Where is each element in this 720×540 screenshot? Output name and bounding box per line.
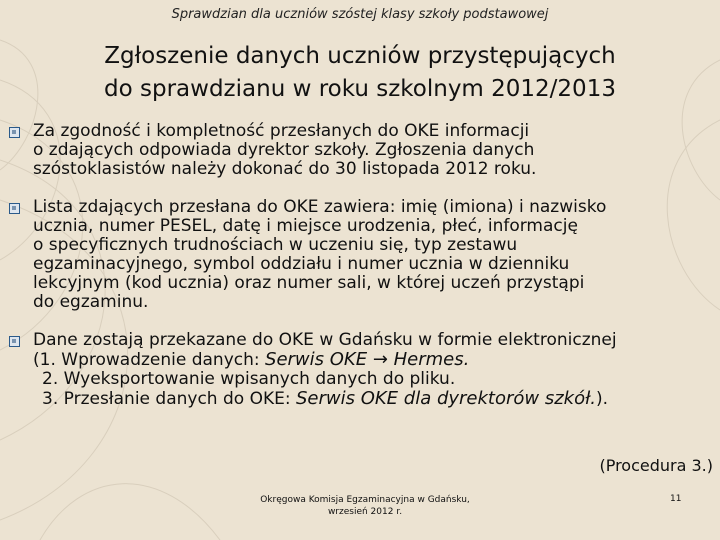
bullet-square-icon [9, 203, 20, 214]
bullet-line: do egzaminu. [33, 292, 149, 312]
bullet-line: Za zgodność i kompletność przesłanych do OKE informacji [33, 121, 530, 141]
bullet-line: Lista zdających przesłana do OKE zawiera: imię (imiona) i nazwisko [33, 197, 607, 217]
procedure-reference: (Procedura 3.) [599, 456, 713, 475]
bullet-line: Dane zostają przekazane do OKE w Gdańsku w formie elektronicznej [33, 330, 617, 350]
footer-line-1: Okręgowa Komisja Egzaminacyjna w Gdańsku, [260, 495, 470, 505]
step-2-line: 2. Wyeksportowanie wpisanych danych do pliku. [42, 369, 456, 389]
bullet-line: o specyficznych trudnościach w uczeniu się, typ zestawu [33, 235, 518, 255]
footer-line-2: wrzesień 2012 r. [327, 507, 403, 517]
bullet-list [8, 122, 708, 409]
step-3-line [33, 389, 708, 409]
bullet-item-2 [8, 198, 708, 312]
slide-footer [250, 494, 480, 518]
step-3-suffix: ). [596, 389, 609, 409]
page-number: 11 [670, 494, 682, 504]
bullet-square-icon [9, 127, 20, 138]
bullet-line: ucznia, numer PESEL, datę i miejsce urodzenia, płeć, informację [33, 216, 578, 236]
step-1-text: (1. Wprowadzenie danych: [33, 350, 266, 370]
bullet-item-3 [8, 331, 708, 409]
bullet-line: egzaminacyjnego, symbol oddziału i numer ucznia w dzienniku [33, 254, 570, 274]
title-line-1: Zgłoszenie danych uczniów przystępujących [104, 43, 616, 69]
title-line-2: do sprawdzianu w roku szkolnym 2012/2013 [104, 76, 616, 102]
step-1-line [33, 350, 708, 370]
step-1-path: Serwis OKE → Hermes. [265, 349, 470, 370]
step-3-path: Serwis OKE dla dyrektorów szkół. [295, 388, 597, 409]
bullet-line: o zdających odpowiada dyrektor szkoły. Zgłoszenia danych [33, 140, 535, 160]
bullet-item-1 [8, 122, 708, 179]
bullet-line: szóstoklasistów należy dokonać do 30 listopada 2012 roku. [33, 159, 537, 179]
slide-header: Sprawdzian dla uczniów szóstej klasy szkoły podstawowej [171, 7, 549, 22]
slide-title [20, 40, 700, 106]
bullet-line: lekcyjnym (kod ucznia) oraz numer sali, w której uczeń przystąpi [33, 273, 585, 293]
step-3-text: 3. Przesłanie danych do OKE: [42, 389, 296, 409]
bullet-square-icon [9, 336, 20, 347]
